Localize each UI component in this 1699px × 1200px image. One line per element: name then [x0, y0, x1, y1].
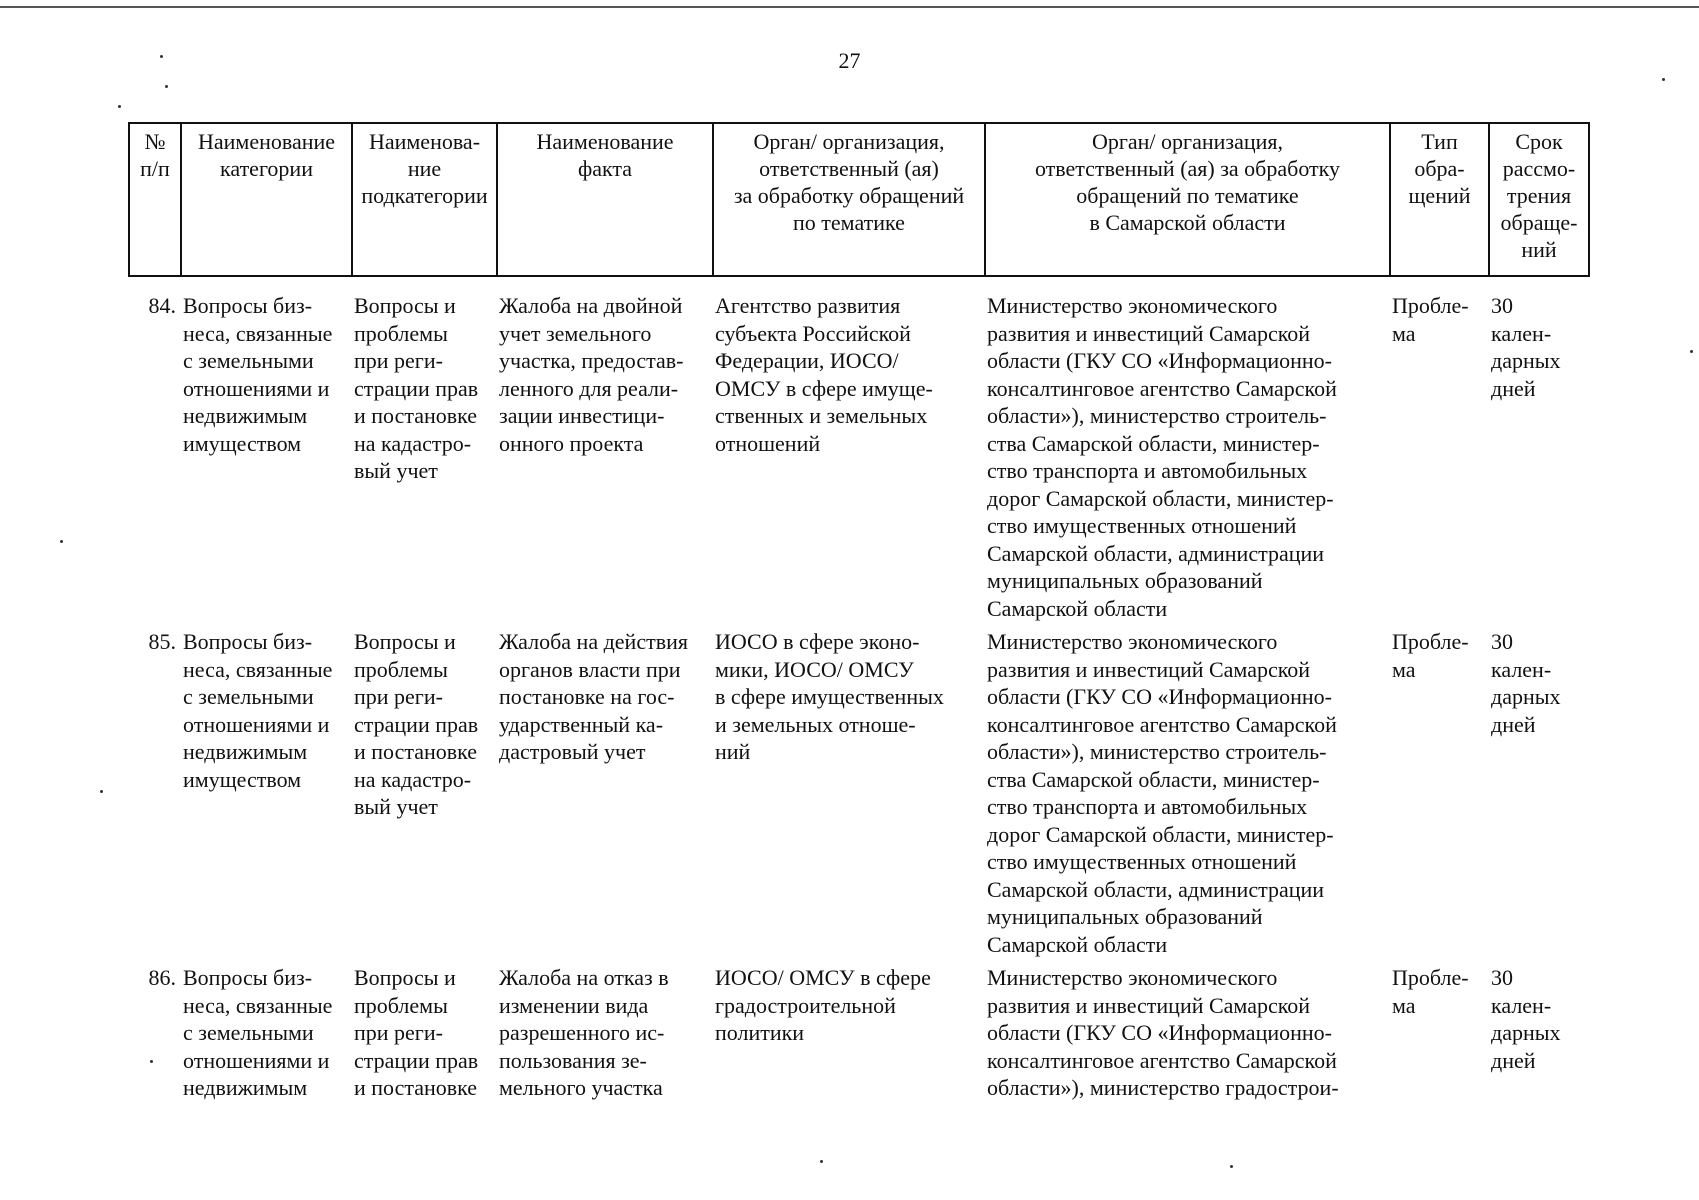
scan-speck [100, 790, 103, 793]
row-type: Пробле- ма [1392, 629, 1469, 682]
row-fact: Жалоба на действия органов власти при постановке на гос- ударственный ка- дастровый учет [499, 629, 688, 764]
row-term: 30 кален- дарных дней [1491, 965, 1561, 1073]
row-fact: Жалоба на отказ в изменении вида разрешенного ис- пользования зе- мельного участка [499, 965, 669, 1100]
row-number: 85. [148, 629, 176, 654]
table-row [128, 964, 1588, 1114]
table-row [128, 292, 1588, 628]
scan-speck [118, 105, 121, 108]
scan-speck [150, 1060, 153, 1063]
header-type: Тип обра- щений [1390, 123, 1489, 276]
page-number: 27 [838, 48, 861, 73]
header-num: № п/п [129, 123, 181, 276]
header-category: Наименование категории [181, 123, 352, 276]
header-fact: Наименование факта [497, 123, 713, 276]
row-category: Вопросы биз- неса, связанные с земельными отношениями и недвижимым [183, 965, 333, 1100]
header-term: Срок рассмо- трения обраще- ний [1489, 123, 1589, 276]
table-row [128, 628, 1588, 964]
table-body [128, 292, 1588, 1114]
row-org-samara: Министерство экономического развития и инвестиций Самарской области (ГКУ СО «Информационно- консалтинговое агентство Самарской области»), министерство строитель- ства Самарской области, министер- ство транспорта и автомобильных дорог Самарской области, министер- ство имущественных отношений Самарской области, администрации муниципальных образований Самарской области [987, 293, 1337, 621]
row-type: Пробле- ма [1392, 965, 1469, 1018]
row-number: 86. [148, 965, 176, 990]
scan-edge-line [0, 6, 1699, 8]
scan-speck [1690, 350, 1693, 353]
header-subcategory: Наименова- ние подкатегории [352, 123, 497, 276]
scan-speck [820, 1160, 823, 1163]
scan-speck [60, 540, 63, 543]
row-org-samara: Министерство экономического развития и инвестиций Самарской области (ГКУ СО «Информационно- консалтинговое агентство Самарской области»), министерство строитель- ства Самарской области, министер- ство транспорта и автомобильных дорог Самарской области, министер- ство имущественных отношений Самарской области, администрации муниципальных образований Самарской области [987, 629, 1337, 957]
scan-speck [1230, 1165, 1233, 1168]
scan-speck [1662, 78, 1665, 81]
row-fact: Жалоба на двойной учет земельного участка, предостав- ленного для реали- зации инвестици- онного проекта [499, 293, 684, 456]
scan-speck [160, 55, 163, 58]
row-category: Вопросы биз- неса, связанные с земельными отношениями и недвижимым имуществом [183, 293, 333, 456]
row-org: ИОСО/ ОМСУ в сфере градостроительной политики [715, 965, 931, 1045]
row-subcategory: Вопросы и проблемы при реги- страции прав и постановке [354, 965, 479, 1100]
row-type: Пробле- ма [1392, 293, 1469, 346]
table-header [128, 122, 1590, 277]
row-org: Агентство развития субъекта Российской Федерации, ИОСО/ ОМСУ в сфере имуще- ственных и земельных отношений [715, 293, 933, 456]
row-subcategory: Вопросы и проблемы при реги- страции прав и постановке на кадастро- вый учет [354, 293, 479, 483]
row-org: ИОСО в сфере эконо- мики, ИОСО/ ОМСУ в сфере имущественных и земельных отноше- ний [715, 629, 944, 764]
scan-speck [165, 85, 168, 88]
row-number: 84. [148, 293, 176, 318]
row-subcategory: Вопросы и проблемы при реги- страции прав и постановке на кадастро- вый учет [354, 629, 479, 819]
row-term: 30 кален- дарных дней [1491, 293, 1561, 401]
header-org: Орган/ организация, ответственный (ая) за обработку обращений по тематике [713, 123, 985, 276]
row-org-samara: Министерство экономического развития и инвестиций Самарской области (ГКУ СО «Информационно- консалтинговое агентство Самарской области»), министерство градострои- [987, 965, 1339, 1100]
row-category: Вопросы биз- неса, связанные с земельными отношениями и недвижимым имуществом [183, 629, 333, 792]
row-term: 30 кален- дарных дней [1491, 629, 1561, 737]
header-org-samara: Орган/ организация, ответственный (ая) за обработку обращений по тематике в Самарской области [985, 123, 1390, 276]
